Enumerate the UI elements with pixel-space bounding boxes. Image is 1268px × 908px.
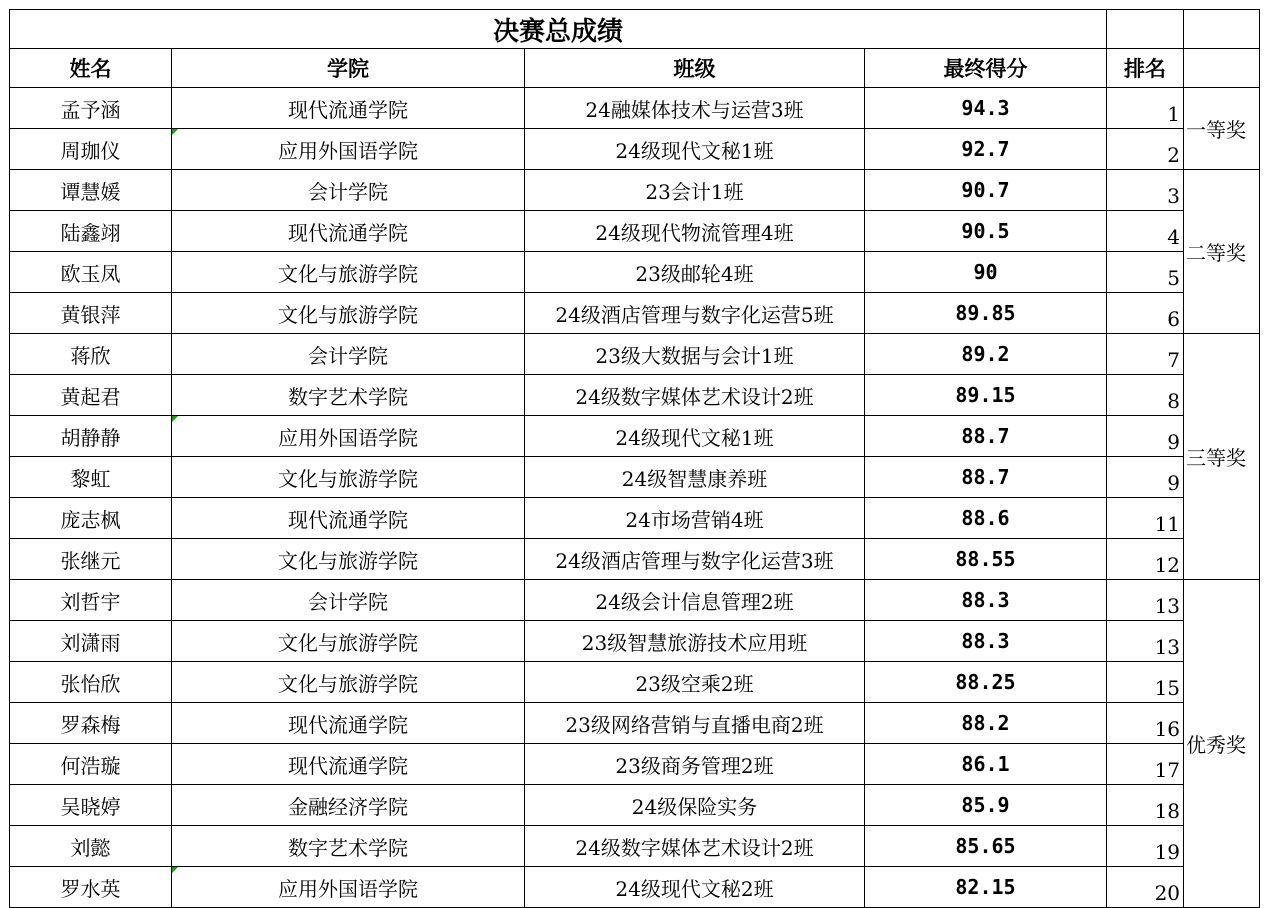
table-title[interactable]: 决赛总成绩: [10, 10, 1107, 49]
cell-score[interactable]: 85.9: [865, 785, 1107, 826]
cell-college[interactable]: 文化与旅游学院: [172, 662, 525, 703]
table-row: [10, 293, 1260, 334]
cell-college[interactable]: 数字艺术学院: [172, 375, 525, 416]
cell-name[interactable]: 罗森梅: [10, 703, 172, 744]
cell-rank[interactable]: 2: [1107, 129, 1184, 170]
table-row: [10, 867, 1260, 908]
cell-name[interactable]: 谭慧媛: [10, 170, 172, 211]
cell-score[interactable]: 90.5: [865, 211, 1107, 252]
cell-college[interactable]: [172, 129, 525, 170]
cell-score[interactable]: 88.7: [865, 457, 1107, 498]
cell-rank[interactable]: 18: [1107, 785, 1184, 826]
cell-name[interactable]: 黄起君: [10, 375, 172, 416]
cell-rank[interactable]: 7: [1107, 334, 1184, 375]
cell-score[interactable]: 85.65: [865, 826, 1107, 867]
cell-college[interactable]: 现代流通学院: [172, 88, 525, 129]
cell-score[interactable]: 88.25: [865, 662, 1107, 703]
cell-class[interactable]: 23级空乘2班: [525, 662, 865, 703]
header-name[interactable]: 姓名: [10, 49, 172, 88]
cell-name[interactable]: 孟予涵: [10, 88, 172, 129]
cell-name[interactable]: 陆鑫翊: [10, 211, 172, 252]
table-row: [10, 580, 1260, 621]
cell-rank[interactable]: 12: [1107, 539, 1184, 580]
header-rank[interactable]: 排名: [1107, 49, 1184, 88]
table-row: [10, 416, 1260, 457]
cell-rank[interactable]: 4: [1107, 211, 1184, 252]
cell-college[interactable]: 现代流通学院: [172, 703, 525, 744]
cell-class[interactable]: 23级网络营销与直播电商2班: [525, 703, 865, 744]
table-row: [10, 334, 1260, 375]
cell-college-text: 应用外国语学院: [278, 876, 418, 901]
cell-name[interactable]: 蒋欣: [10, 334, 172, 375]
award-second[interactable]: 二等奖: [1184, 170, 1260, 334]
cell-college[interactable]: 金融经济学院: [172, 785, 525, 826]
cell-name[interactable]: 何浩璇: [10, 744, 172, 785]
cell-name[interactable]: 张继元: [10, 539, 172, 580]
cell-class[interactable]: 23级智慧旅游技术应用班: [525, 621, 865, 662]
cell-class[interactable]: 24级现代文秘2班: [525, 867, 865, 908]
cell-class[interactable]: 24级现代文秘1班: [525, 416, 865, 457]
cell-college[interactable]: [172, 416, 525, 457]
cell-rank[interactable]: 17: [1107, 744, 1184, 785]
cell-college[interactable]: 现代流通学院: [172, 744, 525, 785]
cell-score[interactable]: 89.85: [865, 293, 1107, 334]
table-row: [10, 252, 1260, 293]
results-table: [9, 9, 1260, 908]
cell-name[interactable]: 黄银萍: [10, 293, 172, 334]
cell-class[interactable]: 23会计1班: [525, 170, 865, 211]
title-award-cell[interactable]: [1184, 10, 1260, 49]
cell-class[interactable]: 24市场营销4班: [525, 498, 865, 539]
title-rank-cell[interactable]: [1107, 10, 1184, 49]
cell-class[interactable]: 23级邮轮4班: [525, 252, 865, 293]
cell-college[interactable]: 现代流通学院: [172, 211, 525, 252]
table-row: [10, 826, 1260, 867]
table-row: [10, 457, 1260, 498]
cell-class[interactable]: 24级现代物流管理4班: [525, 211, 865, 252]
cell-college[interactable]: 文化与旅游学院: [172, 621, 525, 662]
cell-class[interactable]: 24融媒体技术与运营3班: [525, 88, 865, 129]
cell-score[interactable]: 90: [865, 252, 1107, 293]
cell-class[interactable]: 24级会计信息管理2班: [525, 580, 865, 621]
cell-score[interactable]: 88.2: [865, 703, 1107, 744]
cell-rank[interactable]: 13: [1107, 621, 1184, 662]
cell-college[interactable]: 数字艺术学院: [172, 826, 525, 867]
cell-name[interactable]: 庞志枫: [10, 498, 172, 539]
title-row: [10, 10, 1260, 49]
header-award-cell[interactable]: [1184, 49, 1260, 88]
table-row: [10, 88, 1260, 129]
cell-class[interactable]: 24级智慧康养班: [525, 457, 865, 498]
table-row: [10, 539, 1260, 580]
cell-score[interactable]: 88.7: [865, 416, 1107, 457]
cell-college[interactable]: 文化与旅游学院: [172, 457, 525, 498]
cell-college[interactable]: 现代流通学院: [172, 498, 525, 539]
comment-marker-icon: [172, 867, 178, 873]
table-row: [10, 662, 1260, 703]
cell-score[interactable]: 88.3: [865, 621, 1107, 662]
cell-college[interactable]: 会计学院: [172, 580, 525, 621]
cell-score[interactable]: 86.1: [865, 744, 1107, 785]
cell-rank[interactable]: 5: [1107, 252, 1184, 293]
cell-name[interactable]: 吴晓婷: [10, 785, 172, 826]
cell-name[interactable]: 黎虹: [10, 457, 172, 498]
header-college[interactable]: 学院: [172, 49, 525, 88]
cell-rank[interactable]: 9: [1107, 416, 1184, 457]
cell-score[interactable]: 89.15: [865, 375, 1107, 416]
cell-score[interactable]: 89.2: [865, 334, 1107, 375]
cell-college-text: 应用外国语学院: [278, 425, 418, 450]
cell-rank[interactable]: 9: [1107, 457, 1184, 498]
cell-class[interactable]: 24级酒店管理与数字化运营5班: [525, 293, 865, 334]
cell-score[interactable]: 92.7: [865, 129, 1107, 170]
cell-name[interactable]: 欧玉凤: [10, 252, 172, 293]
cell-score[interactable]: 82.15: [865, 867, 1107, 908]
cell-name[interactable]: 周珈仪: [10, 129, 172, 170]
comment-marker-icon: [172, 129, 178, 135]
cell-rank[interactable]: 20: [1107, 867, 1184, 908]
table-row: [10, 498, 1260, 539]
cell-college[interactable]: 文化与旅游学院: [172, 539, 525, 580]
cell-rank[interactable]: 16: [1107, 703, 1184, 744]
cell-class[interactable]: 23级大数据与会计1班: [525, 334, 865, 375]
award-first[interactable]: 一等奖: [1184, 88, 1260, 170]
cell-class[interactable]: 23级商务管理2班: [525, 744, 865, 785]
header-class[interactable]: 班级: [525, 49, 865, 88]
cell-class[interactable]: 24级保险实务: [525, 785, 865, 826]
cell-name[interactable]: 罗水英: [10, 867, 172, 908]
cell-college[interactable]: 文化与旅游学院: [172, 293, 525, 334]
cell-rank[interactable]: 6: [1107, 293, 1184, 334]
cell-rank[interactable]: 8: [1107, 375, 1184, 416]
table-row: [10, 170, 1260, 211]
cell-college[interactable]: 文化与旅游学院: [172, 252, 525, 293]
cell-name[interactable]: 刘懿: [10, 826, 172, 867]
cell-college[interactable]: 会计学院: [172, 334, 525, 375]
header-score[interactable]: 最终得分: [865, 49, 1107, 88]
cell-score[interactable]: 88.3: [865, 580, 1107, 621]
table-row: [10, 785, 1260, 826]
award-third[interactable]: 三等奖: [1184, 334, 1260, 580]
table-row: [10, 621, 1260, 662]
cell-score[interactable]: 90.7: [865, 170, 1107, 211]
cell-name[interactable]: 刘潇雨: [10, 621, 172, 662]
cell-rank[interactable]: 11: [1107, 498, 1184, 539]
cell-class[interactable]: 24级酒店管理与数字化运营3班: [525, 539, 865, 580]
cell-name[interactable]: 刘哲宇: [10, 580, 172, 621]
cell-rank[interactable]: 3: [1107, 170, 1184, 211]
cell-class[interactable]: 24级现代文秘1班: [525, 129, 865, 170]
cell-rank[interactable]: 1: [1107, 88, 1184, 129]
cell-score[interactable]: 94.3: [865, 88, 1107, 129]
header-row: [10, 49, 1260, 88]
cell-rank[interactable]: 13: [1107, 580, 1184, 621]
cell-class[interactable]: 24级数字媒体艺术设计2班: [525, 375, 865, 416]
cell-rank[interactable]: 19: [1107, 826, 1184, 867]
cell-college[interactable]: [172, 867, 525, 908]
table-row: [10, 211, 1260, 252]
cell-score[interactable]: 88.55: [865, 539, 1107, 580]
cell-score[interactable]: 88.6: [865, 498, 1107, 539]
cell-class[interactable]: 24级数字媒体艺术设计2班: [525, 826, 865, 867]
comment-marker-icon: [172, 416, 178, 422]
cell-college-text: 应用外国语学院: [278, 138, 418, 163]
cell-name[interactable]: 张怡欣: [10, 662, 172, 703]
table-row: [10, 129, 1260, 170]
cell-college[interactable]: 会计学院: [172, 170, 525, 211]
cell-name[interactable]: 胡静静: [10, 416, 172, 457]
award-excellent[interactable]: 优秀奖: [1184, 580, 1260, 908]
table-row: [10, 703, 1260, 744]
table-row: [10, 744, 1260, 785]
cell-rank[interactable]: 15: [1107, 662, 1184, 703]
table-row: [10, 375, 1260, 416]
